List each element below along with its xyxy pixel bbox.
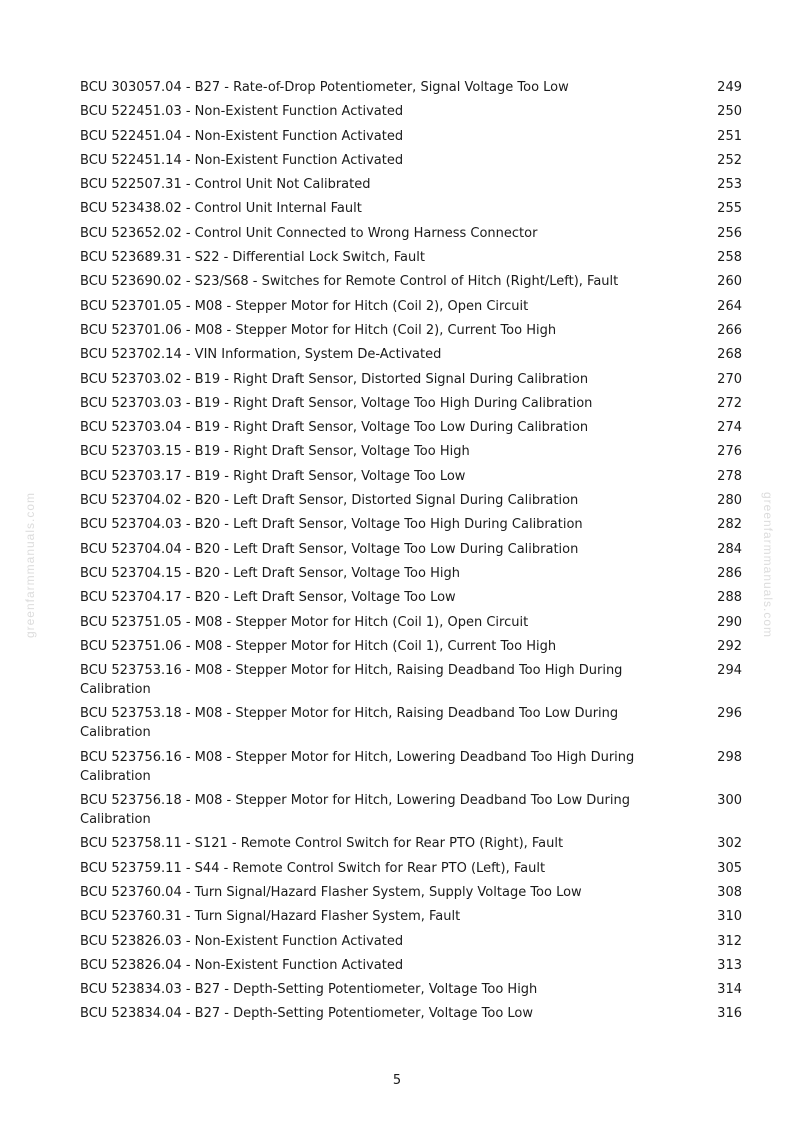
toc-entry-page[interactable]: 249	[717, 80, 742, 95]
toc-entry-page[interactable]: 313	[717, 957, 742, 973]
toc-entry[interactable]	[80, 467, 744, 491]
toc-entry-page[interactable]: 260	[717, 274, 742, 290]
toc-entry[interactable]	[80, 248, 744, 272]
toc-entry-title[interactable]: BCU 523756.18 - M08 - Stepper Motor for Hitch, Lowering Deadband Too Low During Calibration	[80, 793, 630, 828]
toc-entry-page[interactable]: 308	[717, 884, 742, 900]
toc-entry-title[interactable]: BCU 522451.14 - Non-Existent Function Activated	[80, 152, 404, 168]
toc-entry-title[interactable]: BCU 523751.06 - M08 - Stepper Motor for Hitch (Coil 1), Current Too High	[80, 638, 557, 654]
toc-entry-page[interactable]: 266	[717, 322, 742, 338]
toc-entry[interactable]	[80, 834, 744, 858]
toc-entry[interactable]	[80, 748, 744, 791]
toc-entry[interactable]	[80, 791, 744, 834]
toc-entry-title[interactable]: BCU 523704.17 - B20 - Left Draft Sensor, Voltage Too Low	[80, 590, 456, 606]
toc-entry-title[interactable]: BCU 523702.14 - VIN Information, System De-Activated	[80, 347, 442, 363]
toc-entry-title[interactable]: BCU 523751.05 - M08 - Stepper Motor for Hitch (Coil 1), Open Circuit	[80, 614, 529, 630]
toc-entry-page[interactable]: 316	[717, 1006, 742, 1022]
toc-entry[interactable]	[80, 78, 744, 102]
toc-entry-title[interactable]: BCU 523438.02 - Control Unit Internal Fault	[80, 201, 362, 217]
toc-entry[interactable]	[80, 418, 744, 442]
toc-entry-title[interactable]: BCU 522451.03 - Non-Existent Function Activated	[80, 104, 404, 120]
toc-entry-title[interactable]: BCU 523834.03 - B27 - Depth-Setting Potentiometer, Voltage Too High	[80, 982, 538, 998]
toc-entry-page[interactable]: 302	[717, 836, 742, 852]
toc-entry[interactable]	[80, 613, 744, 637]
toc-entry[interactable]	[80, 175, 744, 199]
toc-entry[interactable]	[80, 661, 744, 704]
toc-entry[interactable]	[80, 297, 744, 321]
toc-entry-page[interactable]: 290	[717, 614, 742, 630]
toc-entry-title[interactable]: BCU 523826.04 - Non-Existent Function Activated	[80, 957, 404, 973]
toc-entry[interactable]	[80, 102, 744, 126]
watermark-right: greenfarmmanuals.com	[761, 491, 775, 639]
toc-entry-title[interactable]: BCU 522451.04 - Non-Existent Function Activated	[80, 128, 404, 144]
toc-entry-page[interactable]: 251	[717, 128, 742, 144]
toc-entry[interactable]	[80, 704, 744, 747]
toc-entry-page[interactable]: 284	[717, 541, 742, 557]
page-number: 5	[392, 1073, 402, 1088]
toc-entry-page[interactable]: 288	[717, 590, 742, 606]
toc-entry-title[interactable]: BCU 523758.11 - S121 - Remote Control Switch for Rear PTO (Right), Fault	[80, 836, 564, 852]
toc-entry-title[interactable]: BCU 522507.31 - Control Unit Not Calibrated	[80, 177, 371, 193]
toc-entry-page[interactable]: 270	[717, 371, 742, 387]
toc-entry[interactable]	[80, 588, 744, 612]
toc-entry[interactable]	[80, 883, 744, 907]
toc-entry[interactable]	[80, 932, 744, 956]
toc-entry[interactable]	[80, 907, 744, 931]
toc-entry-page[interactable]: 256	[717, 225, 742, 241]
toc-entry[interactable]	[80, 345, 744, 369]
toc-entry-title[interactable]: BCU 523753.18 - M08 - Stepper Motor for Hitch, Raising Deadband Too Low During Calibration	[80, 706, 619, 741]
toc-entry-title[interactable]: BCU 523756.16 - M08 - Stepper Motor for Hitch, Lowering Deadband Too High During Calibration	[80, 749, 635, 784]
toc-entry-page[interactable]: 312	[717, 933, 742, 949]
toc-entry-page[interactable]: 272	[717, 395, 742, 411]
toc-entry-title[interactable]: BCU 523690.02 - S23/S68 - Switches for Remote Control of Hitch (Right/Left), Fault	[80, 274, 619, 290]
toc-entry[interactable]	[80, 394, 744, 418]
toc-entry-title[interactable]: BCU 523703.17 - B19 - Right Draft Sensor, Voltage Too Low	[80, 468, 466, 484]
toc-entry-title[interactable]: BCU 303057.04 - B27 - Rate-of-Drop Potentiometer, Signal Voltage Too Low	[80, 80, 569, 95]
toc-entry[interactable]	[80, 199, 744, 223]
toc-entry-page[interactable]: 286	[717, 565, 742, 581]
toc-entry[interactable]	[80, 224, 744, 248]
toc-entry-page[interactable]: 264	[717, 298, 742, 314]
toc-entry[interactable]	[80, 859, 744, 883]
toc-entry-title[interactable]: BCU 523760.31 - Turn Signal/Hazard Flasher System, Fault	[80, 909, 461, 925]
toc-entry-title[interactable]: BCU 523701.06 - M08 - Stepper Motor for Hitch (Coil 2), Current Too High	[80, 322, 557, 338]
toc-entry-title[interactable]: BCU 523703.03 - B19 - Right Draft Sensor, Voltage Too High During Calibration	[80, 395, 593, 411]
toc-entry-title[interactable]: BCU 523703.15 - B19 - Right Draft Sensor, Voltage Too High	[80, 444, 470, 460]
toc-entry-title[interactable]: BCU 523760.04 - Turn Signal/Hazard Flasher System, Supply Voltage Too Low	[80, 884, 582, 900]
toc-entry-page[interactable]: 292	[717, 638, 742, 654]
toc-entry-title[interactable]: BCU 523652.02 - Control Unit Connected to Wrong Harness Connector	[80, 225, 538, 241]
toc-entry-page[interactable]: 282	[717, 517, 742, 533]
toc-entry-title[interactable]: BCU 523753.16 - M08 - Stepper Motor for Hitch, Raising Deadband Too High During Calibration	[80, 663, 623, 698]
toc-entry[interactable]	[80, 127, 744, 151]
toc-entry[interactable]	[80, 442, 744, 466]
toc-entry[interactable]	[80, 980, 744, 1004]
toc-entry[interactable]	[80, 272, 744, 296]
toc-entry-page[interactable]: 268	[717, 347, 742, 363]
toc-entry-title[interactable]: BCU 523704.03 - B20 - Left Draft Sensor, Voltage Too High During Calibration	[80, 517, 583, 533]
toc-entry-page[interactable]: 298	[717, 749, 742, 765]
toc-entry[interactable]	[80, 540, 744, 564]
toc-entry-page[interactable]: 276	[717, 444, 742, 460]
toc-entry-page[interactable]: 305	[717, 860, 742, 876]
toc-entry-page[interactable]: 280	[717, 493, 742, 509]
toc-entry-page[interactable]: 253	[717, 177, 742, 193]
toc-entry-page[interactable]: 274	[717, 420, 742, 436]
toc-entry-title[interactable]: BCU 523703.02 - B19 - Right Draft Sensor, Distorted Signal During Calibration	[80, 371, 589, 387]
toc-entry-page[interactable]: 296	[717, 706, 742, 722]
table-of-contents	[80, 78, 744, 1029]
watermark-left: greenfarmmanuals.com	[23, 491, 37, 639]
toc-entry-page[interactable]: 310	[717, 909, 742, 925]
toc-entry-title[interactable]: BCU 523704.04 - B20 - Left Draft Sensor, Voltage Too Low During Calibration	[80, 541, 579, 557]
toc-entry-page[interactable]: 258	[717, 250, 742, 266]
toc-entry-title[interactable]: BCU 523701.05 - M08 - Stepper Motor for Hitch (Coil 2), Open Circuit	[80, 298, 529, 314]
toc-entry-page[interactable]: 250	[717, 104, 742, 120]
toc-entry-title[interactable]: BCU 523703.04 - B19 - Right Draft Sensor, Voltage Too Low During Calibration	[80, 420, 589, 436]
toc-entry[interactable]	[80, 515, 744, 539]
toc-entry[interactable]	[80, 491, 744, 515]
toc-entry-title[interactable]: BCU 523704.02 - B20 - Left Draft Sensor, Distorted Signal During Calibration	[80, 493, 579, 509]
toc-entry-title[interactable]: BCU 523689.31 - S22 - Differential Lock Switch, Fault	[80, 250, 425, 266]
toc-entry-title[interactable]: BCU 523704.15 - B20 - Left Draft Sensor, Voltage Too High	[80, 565, 460, 581]
toc-entry-page[interactable]: 278	[717, 468, 742, 484]
toc-entry-title[interactable]: BCU 523759.11 - S44 - Remote Control Switch for Rear PTO (Left), Fault	[80, 860, 546, 876]
toc-entry-title[interactable]: BCU 523834.04 - B27 - Depth-Setting Potentiometer, Voltage Too Low	[80, 1006, 534, 1022]
toc-entry-page[interactable]: 300	[717, 793, 742, 809]
toc-entry-page[interactable]: 314	[717, 982, 742, 998]
toc-entry[interactable]	[80, 564, 744, 588]
toc-entry[interactable]	[80, 321, 744, 345]
toc-entry[interactable]	[80, 956, 744, 980]
toc-entry-page[interactable]: 252	[717, 152, 742, 168]
toc-entry-page[interactable]: 255	[717, 201, 742, 217]
toc-entry-page[interactable]: 294	[717, 663, 742, 679]
toc-entry[interactable]	[80, 637, 744, 661]
toc-entry[interactable]	[80, 151, 744, 175]
toc-entry[interactable]	[80, 370, 744, 394]
toc-entry[interactable]	[80, 1004, 744, 1028]
toc-entry-title[interactable]: BCU 523826.03 - Non-Existent Function Activated	[80, 933, 404, 949]
